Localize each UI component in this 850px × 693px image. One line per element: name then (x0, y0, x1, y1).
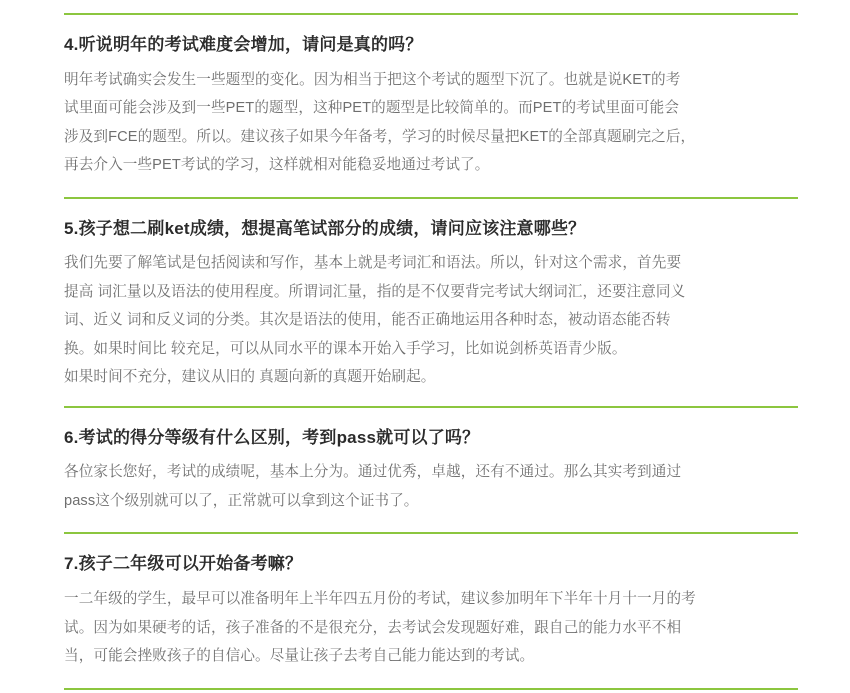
answer-line: 再去介入一些PET考试的学习，这样就相对能稳妥地通过考试了。 (64, 157, 490, 174)
answer-line: 词、近义 词和反义词的分类。其次是语法的使用，能否正确地运用各种时态，被动语态能否转 (64, 312, 671, 329)
faq-question-q7: 7.孩子二年级可以开始备考嘛？ (64, 554, 303, 574)
answer-line: 如果时间不充分，建议从旧的 真题向新的真题开始刷起。 (64, 369, 436, 386)
spacer (64, 671, 798, 688)
faq-question-q4: 4.听说明年的考试难度会增加，请问是真的吗？ (64, 35, 423, 54)
faq-document (0, 13, 850, 693)
answer-line: pass这个级别就可以了，正常就可以拿到这个证书了。 (64, 492, 419, 509)
answer-line: 我们先要了解笔试是包括阅读和写作，基本上就是考词汇和语法。所以，针对这个需求，首先要 (64, 255, 682, 272)
answer-line: 提高 词汇量以及语法的使用程度。所谓词汇量，指的是不仅要背完考试大纲词汇，还要注意同义 (64, 283, 686, 300)
faq-question-q5: 5.孩子想二刷ket成绩，想提高笔试部分的成绩，请问应该注意哪些？ (64, 218, 586, 238)
faq-item-q7 (64, 534, 798, 670)
answer-line: 换。如果时间比 较充足，可以从同水平的课本开始入手学习，比如说剑桥英语青少版。 (64, 340, 627, 357)
faq-item-q5 (64, 199, 798, 392)
answer-line: 明年考试确实会发生一些题型的变化。因为相当于把这个考试的题型下沉了。也就是说KET的考 (64, 71, 681, 88)
answer-line: 一二年级的学生，最早可以准备明年上半年四五月份的考试，建议参加明年下半年十月十一月的考 (64, 591, 696, 608)
answer-line: 涉及到FCE的题型。所以。建议孩子如果今年备考，学习的时候尽量把KET的全部真题刷完之后， (64, 128, 696, 145)
spacer (64, 180, 798, 197)
divider-bottom (64, 688, 798, 690)
faq-item-q4 (64, 15, 798, 180)
answer-line: 各位家长您好，考试的成绩呢，基本上分为。通过优秀，卓越，还有不通过。那么其实考到通过 (64, 464, 682, 481)
answer-line: 当，可能会挫败孩子的自信心。尽量让孩子去考自己能力能达到的考试。 (64, 648, 535, 665)
answer-line: 试里面可能会涉及到一些PET的题型，这种PET的题型是比较简单的。而PET的考试里面可能会 (64, 100, 680, 117)
spacer (64, 392, 798, 406)
faq-answer-q4 (64, 66, 798, 180)
answer-line: 试。因为如果硬考的话，孩子准备的不是很充分，去考试会发现题好难，跟自己的能力水平不相 (64, 619, 682, 636)
faq-answer-q6 (64, 458, 798, 515)
faq-answer-q5 (64, 249, 798, 391)
faq-question-q6: 6.考试的得分等级有什么区别，考到pass就可以了吗？ (64, 427, 480, 447)
faq-answer-q7 (64, 585, 798, 670)
spacer (64, 515, 798, 532)
faq-item-q6 (64, 408, 798, 516)
